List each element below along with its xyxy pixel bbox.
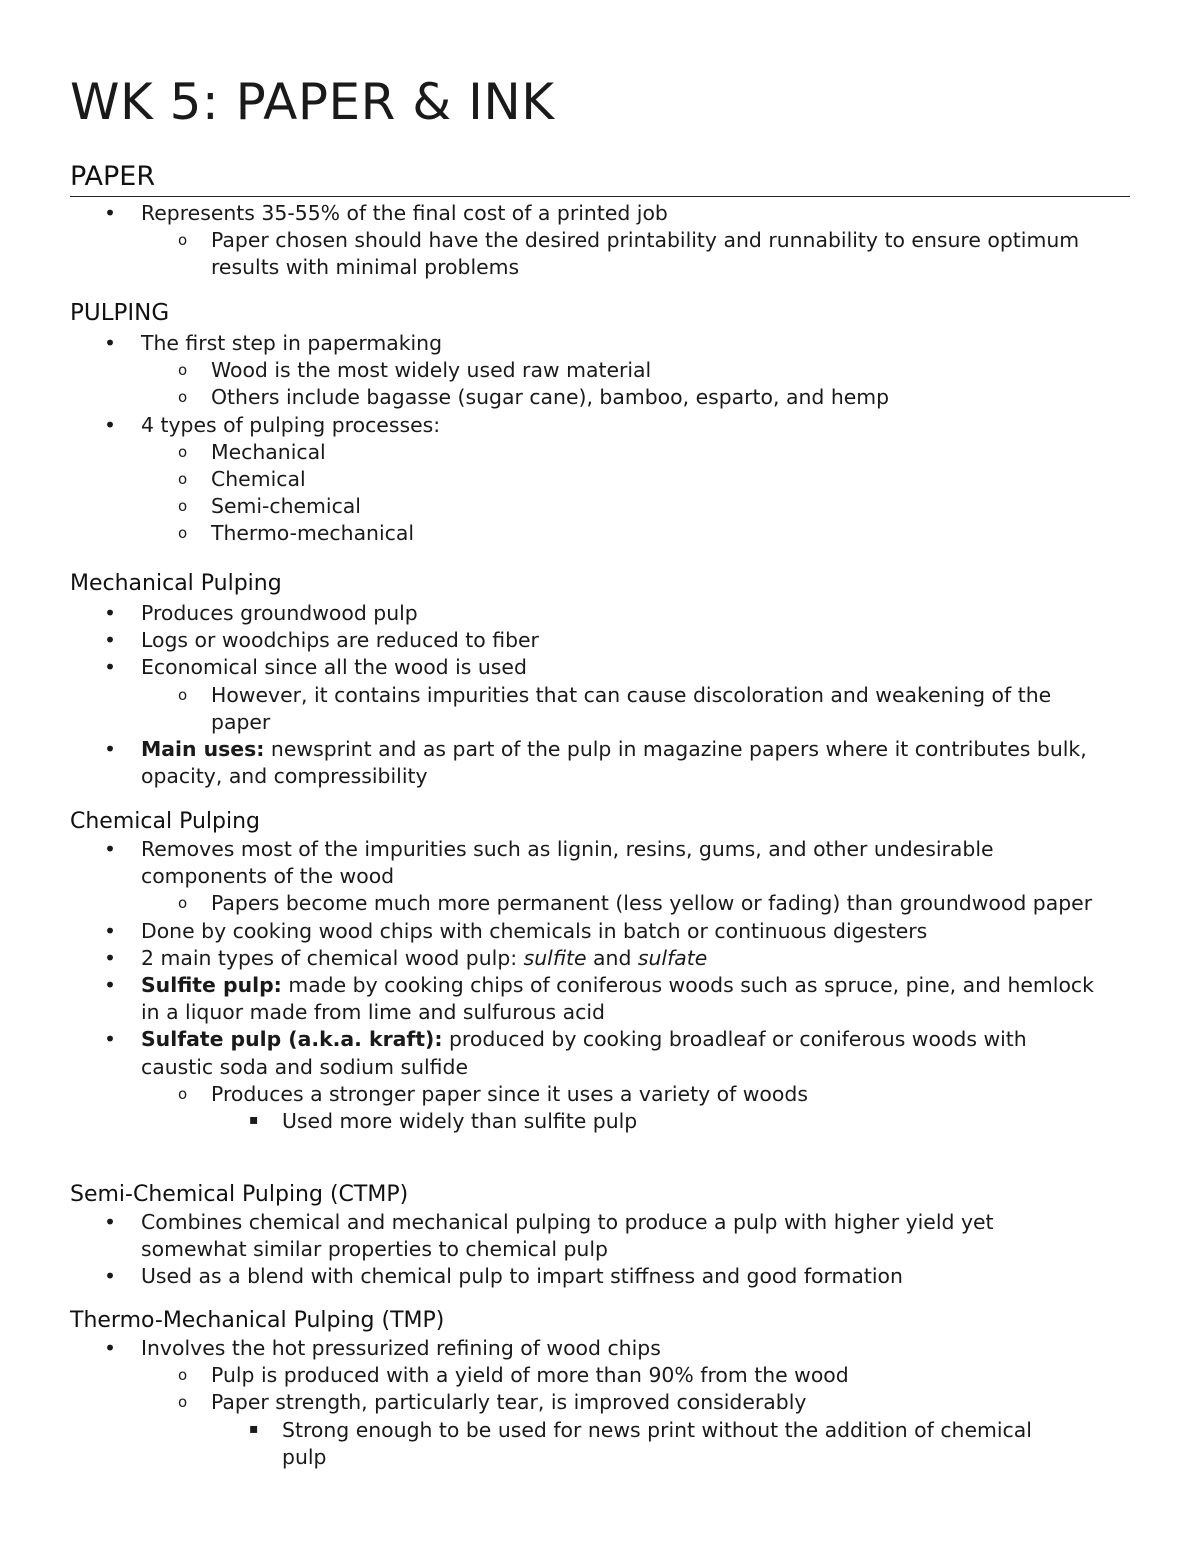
list-item: • Combines chemical and mechanical pulping to produce a pulp with higher yield yet somewhat similar properties to chemical pulp	[104, 1210, 994, 1262]
circle-bullet-icon: o	[178, 442, 188, 461]
bullet-icon: •	[104, 201, 117, 225]
circle-bullet-icon: o	[178, 1366, 188, 1385]
list-item: o Produces a stronger paper since it uses a variety of woods	[0, 1081, 1200, 1108]
chemical-list	[0, 836, 1200, 1135]
circle-bullet-icon: o	[178, 388, 188, 407]
list-item: o Paper chosen should have the desired printability and runnability to ensure optimum results with minimal problems	[178, 228, 1080, 280]
mechanical-list	[0, 600, 1200, 790]
list-item: o Pulp is produced with a yield of more than 90% from the wood	[0, 1362, 1200, 1389]
section-heading-mechanical: Mechanical Pulping	[70, 571, 282, 596]
section-heading-paper: PAPER	[70, 161, 156, 192]
list-item: o However, it contains impurities that can cause discoloration and weakening of the paper	[178, 682, 1052, 734]
circle-bullet-icon: o	[178, 685, 188, 704]
list-item: • Produces groundwood pulp	[0, 600, 1200, 627]
square-bullet-icon: ▪	[249, 1112, 259, 1129]
heading-divider	[70, 196, 1130, 197]
list-item: o Others include bagasse (sugar cane), bamboo, esparto, and hemp	[0, 384, 1200, 411]
section-heading-semichemical: Semi-Chemical Pulping (CTMP)	[70, 1182, 409, 1207]
bullet-icon: •	[104, 1210, 117, 1234]
semichemical-list	[0, 1209, 1200, 1291]
list-item: • Main uses: newsprint and as part of the pulp in magazine papers where it contributes bulk, opacity, and compressibility	[104, 737, 1087, 789]
bullet-icon: •	[104, 628, 117, 653]
circle-bullet-icon: o	[178, 524, 188, 543]
circle-bullet-icon: o	[178, 894, 188, 913]
bullet-icon: •	[104, 918, 117, 943]
paper-list	[0, 200, 1200, 282]
section-heading-thermomechanical: Thermo-Mechanical Pulping (TMP)	[70, 1308, 445, 1333]
circle-bullet-icon: o	[178, 1393, 188, 1412]
list-item: • 4 types of pulping processes:	[0, 412, 1200, 439]
list-item: o Mechanical	[0, 439, 1200, 466]
list-item: ▪ Used more widely than sulfite pulp	[249, 1109, 638, 1134]
bullet-icon: •	[104, 737, 117, 762]
page-title: WK 5: PAPER & INK	[70, 73, 555, 131]
circle-bullet-icon: o	[178, 470, 188, 489]
square-bullet-icon: ▪	[249, 1420, 259, 1437]
bullet-icon: •	[104, 1027, 117, 1052]
list-item: • Sulfate pulp (a.k.a. kraft): produced by cooking broadleaf or coniferous woods with caustic soda and sodium sulfide	[104, 1027, 1027, 1079]
list-item: • 2 main types of chemical wood pulp: sulfite and sulfate	[0, 945, 1200, 972]
list-item: o Wood is the most widely used raw material	[0, 357, 1200, 384]
list-item: • Economical since all the wood is used	[0, 654, 1200, 681]
list-item: o Thermo-mechanical	[0, 520, 1200, 547]
section-heading-chemical: Chemical Pulping	[70, 809, 260, 834]
list-item: • The first step in papermaking	[0, 330, 1200, 357]
list-item: • Done by cooking wood chips with chemicals in batch or continuous digesters	[0, 918, 1200, 945]
list-item: • Represents 35-55% of the final cost of a printed job	[0, 200, 1200, 227]
bullet-icon: •	[104, 1264, 117, 1289]
bullet-icon: •	[104, 331, 117, 355]
circle-bullet-icon: o	[178, 361, 188, 380]
circle-bullet-icon: o	[178, 231, 188, 250]
list-item: o Chemical	[0, 466, 1200, 493]
bullet-icon: •	[104, 837, 117, 861]
list-item: o Paper strength, particularly tear, is improved considerably	[0, 1389, 1200, 1416]
list-item: • Used as a blend with chemical pulp to impart stiffness and good formation	[0, 1263, 1200, 1290]
list-item: o Papers become much more permanent (less yellow or fading) than groundwood paper	[0, 890, 1200, 917]
bullet-icon: •	[104, 945, 117, 970]
list-item: • Involves the hot pressurized refining of wood chips	[0, 1335, 1200, 1362]
list-item: o Semi-chemical	[0, 493, 1200, 520]
bullet-icon: •	[104, 601, 117, 625]
circle-bullet-icon: o	[178, 1084, 188, 1103]
pulping-list	[0, 330, 1200, 548]
list-item: • Logs or woodchips are reduced to fiber	[0, 627, 1200, 654]
list-item: • Sulfite pulp: made by cooking chips of coniferous woods such as spruce, pine, and hemlock in a liquor made from lime and sulfurous acid	[104, 973, 1094, 1025]
bullet-icon: •	[104, 1336, 117, 1360]
section-heading-pulping: PULPING	[70, 300, 170, 326]
thermomechanical-list	[0, 1335, 1200, 1471]
list-item: • Removes most of the impurities such as lignin, resins, gums, and other undesirable components of the wood	[104, 837, 994, 889]
list-item: ▪ Strong enough to be used for news print without the addition of chemical pulp	[249, 1417, 1032, 1469]
circle-bullet-icon: o	[178, 497, 188, 516]
bullet-icon: •	[104, 412, 117, 437]
bullet-icon: •	[104, 973, 117, 998]
bullet-icon: •	[104, 655, 117, 680]
